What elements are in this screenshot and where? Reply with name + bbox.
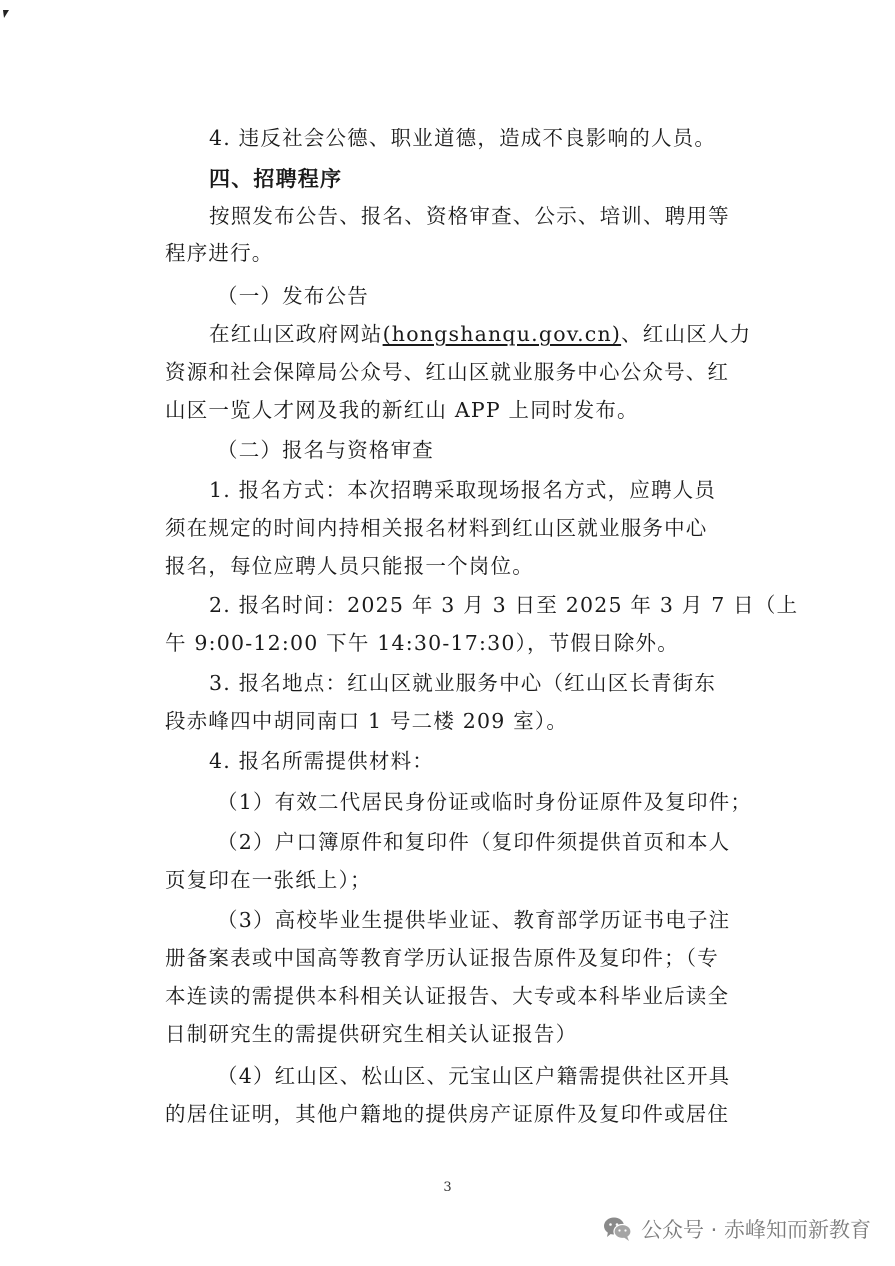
text-segment: 、红山区人力: [621, 322, 752, 346]
text-line: （4）红山区、松山区、元宝山区户籍需提供社区开具: [217, 1064, 731, 1088]
text-line: [209, 320, 829, 348]
text-line: （1）有效二代居民身份证或临时身份证原件及复印件；: [217, 790, 753, 814]
watermark-text: 公众号 · 赤峰知而新教育: [640, 1218, 871, 1242]
text-line: 页复印在一张纸上）；: [165, 868, 372, 892]
text-line: （3）高校毕业生提供毕业证、教育部学历证书电子注: [217, 908, 731, 932]
section-heading: 四、招聘程序: [209, 167, 343, 191]
text-line: 资源和社会保障局公众号、红山区就业服务中心公众号、红: [165, 360, 730, 384]
text-segment: 在红山区政府网站: [209, 322, 383, 346]
text-line: 2. 报名时间：2025 年 3 月 3 日至 2025 年 3 月 7 日（上: [209, 593, 799, 617]
website-url: (hongshanqu.gov.cn): [382, 322, 622, 346]
text-line: 4. 报名所需提供材料：: [209, 749, 434, 773]
text-line: 程序进行。: [165, 241, 274, 265]
text-line: 4. 违反社会公德、职业道德，造成不良影响的人员。: [209, 126, 717, 150]
text-line: （2）户口簿原件和复印件（复印件须提供首页和本人: [217, 830, 731, 854]
watermark: [603, 1214, 871, 1244]
subsection-heading: （二）报名与资格审查: [217, 438, 434, 462]
text-line: 册备案表或中国高等教育学历认证报告原件及复印件；（专: [165, 946, 719, 970]
text-line: 3. 报名地点：红山区就业服务中心（红山区长青街东: [209, 671, 717, 695]
text-line: 本连读的需提供本科相关认证报告、大专或本科毕业后读全: [165, 984, 730, 1008]
text-line: 段赤峰四中胡同南口 1 号二楼 209 室）。: [165, 709, 569, 733]
text-line: 按照发布公告、报名、资格审查、公示、培训、聘用等: [209, 204, 730, 228]
text-line: 山区一览人才网及我的新红山 APP 上同时发布。: [165, 398, 639, 422]
text-line: 须在规定的时间内持相关报名材料到红山区就业服务中心: [165, 516, 708, 540]
wechat-icon: [603, 1216, 633, 1242]
text-line: 1. 报名方式：本次招聘采取现场报名方式，应聘人员: [209, 478, 717, 502]
text-line: 报名，每位应聘人员只能报一个岗位。: [165, 554, 534, 578]
scan-corner-mark: [2, 4, 10, 14]
text-line: 午 9:00-12:00 下午 14:30-17:30），节假日除外。: [165, 631, 679, 655]
text-line: 日制研究生的需提供研究生相关认证报告）: [165, 1022, 578, 1046]
subsection-heading: （一）发布公告: [217, 284, 369, 308]
page-number: 3: [443, 1180, 452, 1195]
text-line: 的居住证明，其他户籍地的提供房产证原件及复印件或居住: [165, 1102, 730, 1126]
